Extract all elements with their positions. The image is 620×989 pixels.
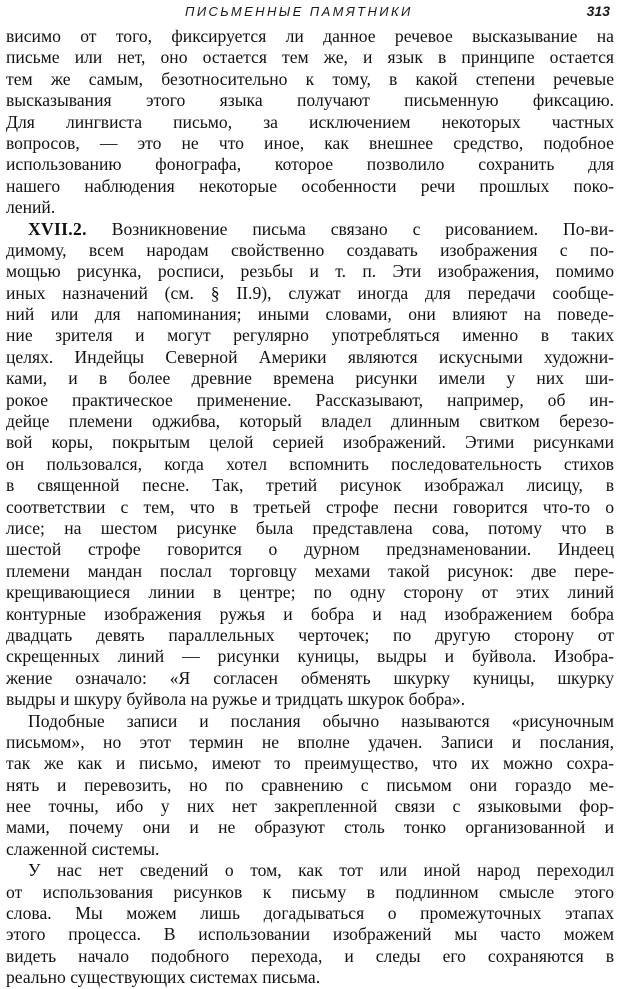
text-line: соответствии с тем, что в третьей строфе песни говорится что-то о [6, 496, 614, 517]
text-line: целях. Индейцы Северной Америки являются искусными художни- [6, 346, 614, 367]
text-line: двадцать девять параллельных черточек; по другую сторону от [6, 624, 614, 645]
text-line: дейце племени оджибва, который владел длинным свитком березо- [6, 411, 614, 432]
text-line: видеть начало подобного перехода, и следы его сохраняются в [6, 945, 614, 966]
text-line: вопросов, — это не что иное, как внешнее средство, подобное [6, 132, 614, 153]
text-line: реально существующих системах письма. [6, 967, 321, 988]
text-line: этого процесса. В использовании изображений мы часто можем [6, 924, 614, 945]
text-line: димому, всем народам свойственно создавать изображения с по- [6, 239, 614, 260]
running-head: ПИСЬМЕННЫЕ ПАМЯТНИКИ [185, 4, 413, 19]
text-line: выдры и шкуру буйвола на ружье и тридцать шкурок бобра». [6, 689, 466, 710]
text-line: мами, почему они и не образуют столь тонко организованной и [6, 817, 614, 838]
text-line: контурные изображения ружья и бобра и над изображением бобра [6, 603, 614, 624]
text-line: высказывания этого языка получают письменную фиксацию. [6, 90, 614, 111]
text-line: шестой строфе говорится о дурном предзнаменовании. Индеец [6, 539, 614, 560]
text-line: в священной песне. Так, третий рисунок изображал лисицу, в [6, 475, 614, 496]
text-line: висимо от того, фиксируется ли данное речевое высказывание на [6, 26, 614, 46]
text-line: мощью рисунка, росписи, резьбы и т. п. Эти изображения, помимо [6, 261, 614, 282]
text-line: лисе; на шестом рисунке была представлена сова, потому что в [6, 517, 614, 538]
text-line: ками, и в более древние времена рисунки имели у них ши- [6, 368, 614, 389]
text-line: тем же самым, безотносительно к тому, в какой степени речевые [6, 68, 614, 89]
text-line: Подобные записи и послания обычно называются «рисуночным [28, 710, 614, 731]
text-line: использованию фонографа, которое позволило сохранить для [6, 154, 614, 175]
text-line: лений. [6, 197, 56, 218]
page-number: 313 [586, 3, 610, 19]
text-line: ние зрителя и могут регулярно употребляться именно в таких [6, 325, 614, 346]
text-line: иных назначений (см. § II.9), служат иногда для передачи сообще- [6, 282, 614, 303]
text-line: от использования рисунков к письму в подлинном смысле этого [6, 881, 614, 902]
text-line: письмом», но этот термин не вполне удачен. Записи и послания, [6, 731, 614, 752]
text-line: так же как и письмо, имеют то преимущество, что их можно сохра- [6, 753, 614, 774]
text-line: ний или для напоминания; иными словами, они влияют на поведе- [6, 304, 614, 325]
text-line: слаженной системы. [6, 838, 160, 859]
text-line: племени мандан послал торговцу мехами такой рисунок: две пере- [6, 560, 614, 581]
text-line: Возникновение письма связано с рисованием. По-ви- [86, 218, 614, 239]
text-line: жение означало: «Я согласен обменять шкурку куницы, шкурку [6, 667, 614, 688]
text-line: крещивающиеся линии в центре; по одну сторону от этих линий [6, 582, 614, 603]
text-line: вой коры, покрытым целой серией изображений. Этими рисунками [6, 432, 614, 453]
page-header [0, 2, 620, 26]
text-line: нять и перевозить, но по сравнению с письмом они гораздо ме- [6, 774, 614, 795]
text-line: рокое практическое применение. Рассказывают, например, об ин- [6, 389, 614, 410]
text-line: скрещенных линий — рисунки куницы, выдры и буйвола. Изобра- [6, 646, 614, 667]
section-first-line [6, 219, 614, 240]
text-line: Для лингвиста письмо, за исключением некоторых частных [6, 111, 614, 132]
section-number: XVII.2. [28, 218, 87, 239]
text-line: нее точны, ибо у них нет закрепленной связи с языковыми фор- [6, 796, 614, 817]
text-line: слова. Мы можем лишь догадываться о промежуточных этапах [6, 903, 614, 924]
text-line: письме или нет, оно остается тем же, и язык в принципе остается [6, 47, 614, 68]
text-line: он пользовался, когда хотел вспомнить последовательность стихов [6, 453, 614, 474]
text-line: нашего наблюдения некоторые особенности речи прошлых поко- [6, 175, 614, 196]
text-line: У нас нет сведений о том, как тот или иной народ переходил [28, 860, 614, 881]
body-text [6, 26, 614, 989]
